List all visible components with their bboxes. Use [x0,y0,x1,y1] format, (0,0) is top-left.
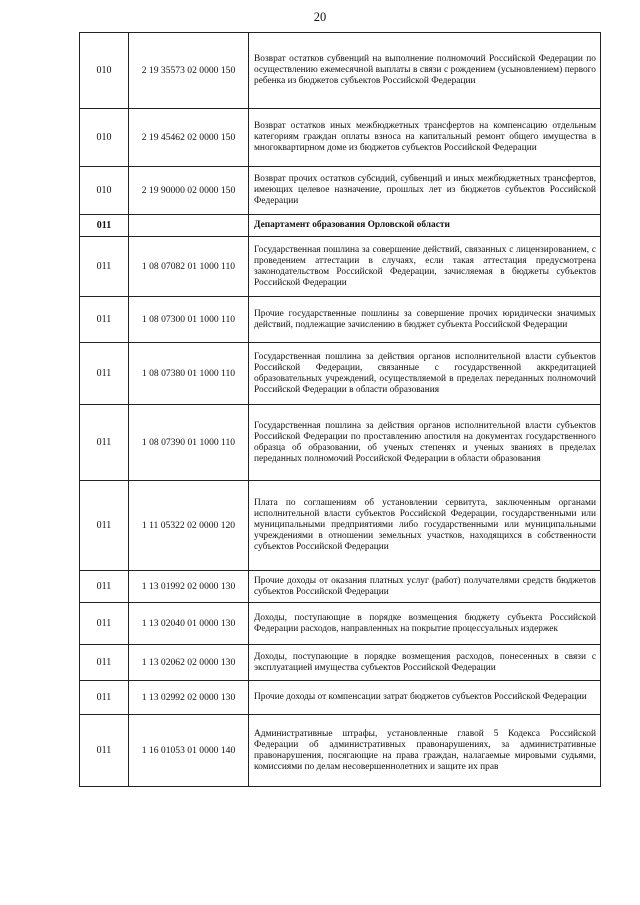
admin-code-cell: 011 [80,603,129,645]
table-row [80,681,601,715]
table-row [80,297,601,343]
revenue-name-cell: Прочие доходы от компенсации затрат бюджетов субъектов Российской Федерации [249,681,601,715]
admin-code-cell: 011 [80,405,129,481]
admin-code-cell: 011 [80,215,129,237]
department-row [80,215,601,237]
admin-code-cell: 010 [80,33,129,109]
revenue-name-cell: Возврат остатков иных межбюджетных трансфертов на компенсацию отдельным категориям граждан оплаты взноса на капитальный ремонт общего имущества в многоквартирном доме из бюджетов субъектов Российской Федерации [249,109,601,167]
revenue-name-cell: Доходы, поступающие в порядке возмещения расходов, понесенных в связи с эксплуатацией имущества субъектов Российской Федерации [249,645,601,681]
revenue-code-cell [129,215,249,237]
admin-code-cell: 011 [80,715,129,787]
revenue-code-cell: 1 11 05322 02 0000 120 [129,481,249,571]
table-body [80,33,601,787]
table-row [80,645,601,681]
admin-code-cell: 010 [80,167,129,215]
revenue-name-cell: Департамент образования Орловской области [249,215,601,237]
revenue-name-cell: Возврат остатков субвенций на выполнение полномочий Российской Федерации по осуществлению ежемесячной выплаты в связи с рождением (усыновлением) первого ребенка из бюджетов субъектов Российской Федерации [249,33,601,109]
revenue-name-cell: Государственная пошлина за совершение действий, связанных с лицензированием, с проведением аттестации в случаях, если такая аттестация предусмотрена законодательством Российской Федерации, зачисляемая в бюджеты субъектов Российской Федерации [249,237,601,297]
revenue-code-cell: 1 13 02992 02 0000 130 [129,681,249,715]
admin-code-cell: 011 [80,571,129,603]
revenue-name-cell: Возврат прочих остатков субсидий, субвенций и иных межбюджетных трансфертов, имеющих целевое назначение, прошлых лет из бюджетов субъектов Российской Федерации [249,167,601,215]
admin-code-cell: 011 [80,343,129,405]
revenue-name-cell: Прочие государственные пошлины за совершение прочих юридически значимых действий, подлежащие зачислению в бюджет субъекта Российской Федерации [249,297,601,343]
table-row [80,481,601,571]
revenue-name-cell: Доходы, поступающие в порядке возмещения бюджету субъекта Российской Федерации расходов, направленных на покрытие процессуальных издержек [249,603,601,645]
revenue-name-cell: Государственная пошлина за действия органов исполнительной власти субъектов Российской Федерации по проставлению апостиля на документах государственного образца об образовании, об ученых степенях и ученых званиях в пределах переданных полномочий Российской Федерации в области образования [249,405,601,481]
revenue-code-cell: 1 08 07300 01 1000 110 [129,297,249,343]
revenue-name-cell: Плата по соглашениям об установлении сервитута, заключенным органами исполнительной власти субъектов Российской Федерации, государственными или муниципальными предприятиями либо государственными или муниципальными учреждениями в отношении земельных участков, находящихся в собственности субъектов Российской Федерации [249,481,601,571]
revenue-code-cell: 1 13 01992 02 0000 130 [129,571,249,603]
table-row [80,33,601,109]
revenue-code-cell: 2 19 90000 02 0000 150 [129,167,249,215]
table-row [80,237,601,297]
table-row [80,715,601,787]
revenue-name-cell: Прочие доходы от оказания платных услуг (работ) получателями средств бюджетов субъектов Российской Федерации [249,571,601,603]
revenue-code-cell: 1 08 07390 01 1000 110 [129,405,249,481]
admin-code-cell: 011 [80,297,129,343]
page-number: 20 [313,10,327,24]
admin-code-cell: 011 [80,681,129,715]
table-row [80,603,601,645]
revenue-code-cell: 1 08 07082 01 1000 110 [129,237,249,297]
admin-code-cell: 010 [80,109,129,167]
table-row [80,571,601,603]
table-row [80,109,601,167]
revenue-code-cell: 1 13 02040 01 0000 130 [129,603,249,645]
revenue-code-cell: 1 16 01053 01 0000 140 [129,715,249,787]
revenue-code-cell: 1 13 02062 02 0000 130 [129,645,249,681]
revenue-code-cell: 1 08 07380 01 1000 110 [129,343,249,405]
table-row [80,167,601,215]
revenue-code-cell: 2 19 45462 02 0000 150 [129,109,249,167]
revenue-code-cell: 2 19 35573 02 0000 150 [129,33,249,109]
admin-code-cell: 011 [80,237,129,297]
admin-code-cell: 011 [80,645,129,681]
table-row [80,405,601,481]
revenue-name-cell: Государственная пошлина за действия органов исполнительной власти субъектов Российской Федерации, связанные с государственной аккредитацией образовательных учреждений, осуществляемой в пределах переданных полномочий Российской Федерации в области образования [249,343,601,405]
revenue-name-cell: Административные штрафы, установленные главой 5 Кодекса Российской Федерации об административных правонарушениях, за административные правонарушения, посягающие на права граждан, налагаемые мировыми судьями, комиссиями по делам несовершеннолетних и защите их прав [249,715,601,787]
revenue-codes-table [79,32,601,787]
admin-code-cell: 011 [80,481,129,571]
table-row [80,343,601,405]
